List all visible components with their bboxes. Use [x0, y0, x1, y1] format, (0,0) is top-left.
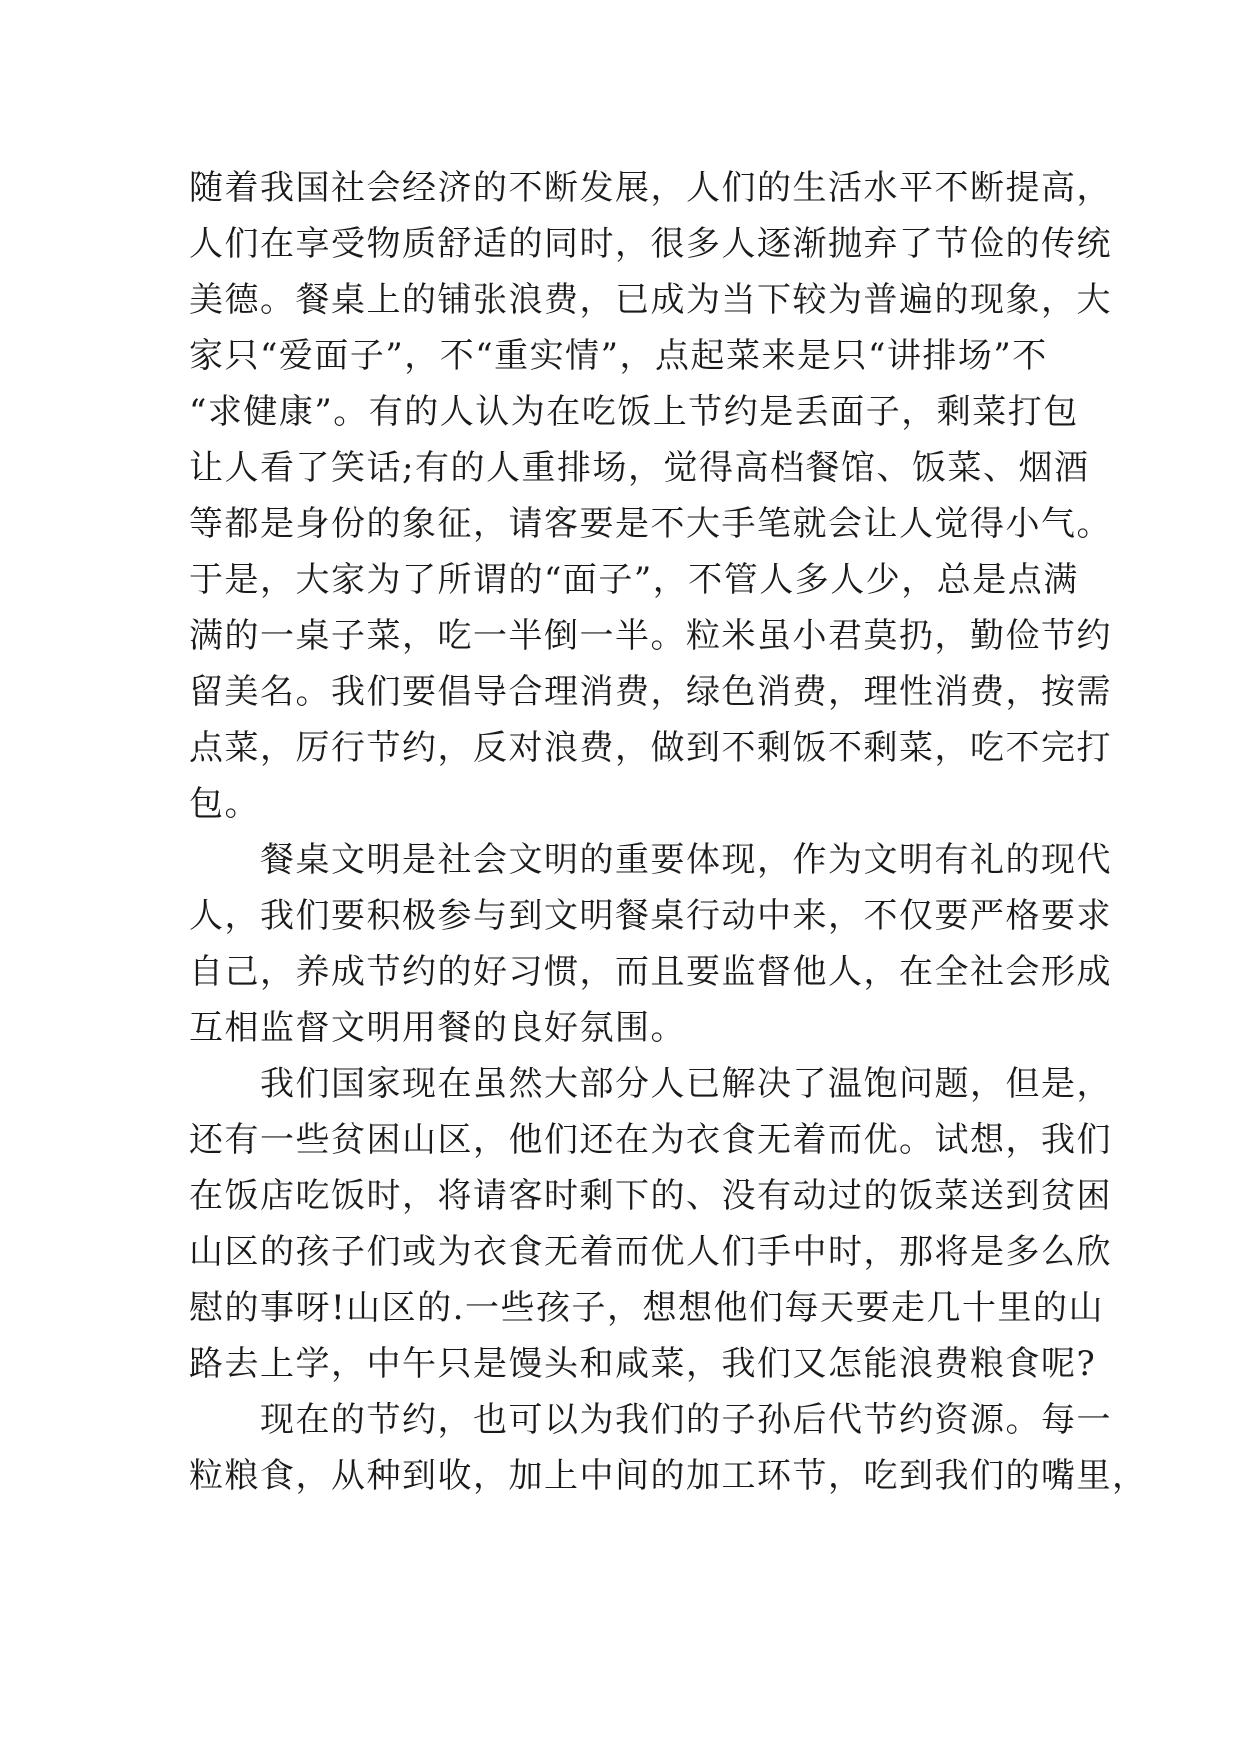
text-line: 随着我国社会经济的不断发展，人们的生活水平不断提高，: [189, 168, 1112, 208]
text-line: 人们在享受物质舒适的同时，很多人逐渐抛弃了节俭的传统: [189, 224, 1112, 264]
text-line: 粒粮食，从种到收，加上中间的加工环节，吃到我们的嘴里，: [189, 1456, 1148, 1496]
text-line: 在饭店吃饭时，将请客时剩下的、没有动过的饭菜送到贫困: [189, 1176, 1112, 1216]
text-line: 于是，大家为了所谓的“面子”，不管人多人少，总是点满: [189, 560, 1079, 600]
text-line: 点菜，厉行节约，反对浪费，做到不剩饭不剩菜，吃不完打: [189, 728, 1112, 768]
text-line: 家只“爱面子”，不“重实情”，点起菜来是只“讲排场”不: [189, 336, 1048, 376]
text-line: 互相监督文明用餐的良好氛围。: [189, 1008, 686, 1048]
text-line: 满的一桌子菜，吃一半倒一半。粒米虽小君莫扔，勤俭节约: [189, 616, 1112, 656]
text-line: 现在的节约，也可以为我们的子孙后代节约资源。每一: [189, 1400, 1112, 1440]
text-line: 美德。餐桌上的铺张浪费，已成为当下较为普遍的现象，大: [189, 280, 1112, 320]
text-line: 餐桌文明是社会文明的重要体现，作为文明有礼的现代: [189, 840, 1112, 880]
text-line: 等都是身份的象征，请客要是不大手笔就会让人觉得小气。: [189, 504, 1112, 544]
text-line: 慰的事呀!山区的.一些孩子，想想他们每天要走几十里的山: [189, 1288, 1104, 1328]
text-line: 留美名。我们要倡导合理消费，绿色消费，理性消费，按需: [189, 672, 1112, 712]
text-line: 人，我们要积极参与到文明餐桌行动中来，不仅要严格要求: [189, 896, 1112, 936]
text-line: “求健康”。有的人认为在吃饭上节约是丢面子，剩菜打包: [189, 392, 1079, 432]
text-line: 自己，养成节约的好习惯，而且要监督他人，在全社会形成: [189, 952, 1112, 992]
text-line: 还有一些贫困山区，他们还在为衣食无着而优。试想，我们: [189, 1120, 1112, 1160]
text-line: 山区的孩子们或为衣食无着而优人们手中时，那将是多么欣: [189, 1232, 1112, 1272]
document-body: [189, 160, 1148, 1504]
text-line: 让人看了笑话;有的人重排场，觉得高档餐馆、饭菜、烟酒: [189, 448, 1090, 488]
text-line: 我们国家现在虽然大部分人已解决了温饱问题，但是，: [189, 1064, 1112, 1104]
text-line: 包。: [189, 784, 260, 824]
text-line: 路去上学，中午只是馒头和咸菜，我们又怎能浪费粮食呢?: [189, 1344, 1097, 1384]
